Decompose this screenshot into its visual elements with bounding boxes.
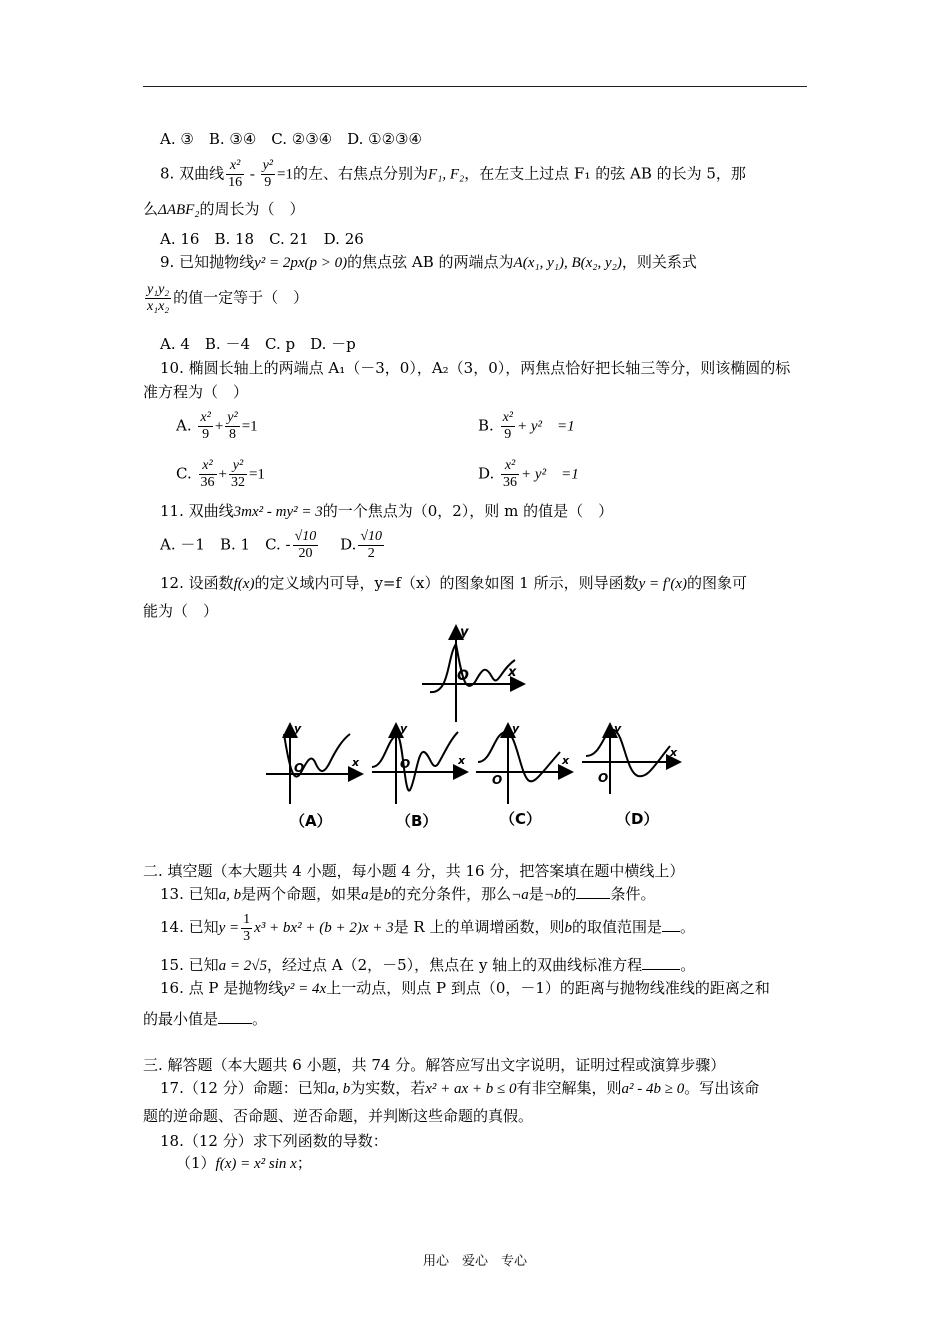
figure-label-c: （C） — [500, 810, 542, 828]
figure-label-d: （D） — [616, 810, 659, 828]
q11-line1: 11. 双曲线3mx² - my² = 3的一个焦点为（0，2），则 m 的值是（ ） — [160, 502, 614, 520]
q8-options: A. 16 B. 18 C. 21 D. 26 — [160, 230, 364, 248]
q10-line1: 10. 椭圆长轴上的两端点 A₁（－3，0），A₂（3，0），两焦点恰好把长轴三等分，则该椭圆的标 — [160, 359, 791, 377]
q18-part1: （1）f(x) = x² sin x； — [176, 1154, 312, 1172]
graph-b-axis-x: x — [458, 754, 466, 767]
figure-label-b: （B） — [396, 812, 438, 830]
q13: 13. 已知a, b是两个命题，如果a是b的充分条件，那么¬a是¬b的 条件。 — [160, 885, 656, 903]
main-axis-x: x — [508, 665, 517, 680]
header-rule — [143, 86, 807, 87]
q10-option-a: A. $\frac{\text{x²}}{9}$ + $\frac{\text{y²}}{8}$ =1 — [176, 410, 258, 442]
q17-line1: 17.（12 分）命题：已知a, b为实数，若x² + ax + b ≤ 0有非空解集，则a² - 4b ≥ 0。写出该命 — [160, 1079, 760, 1097]
figure-label-a: （A） — [290, 812, 332, 830]
q8-line2: 么ΔABF₂的周长为（ ） — [143, 200, 305, 218]
graph-c-origin: O — [492, 773, 503, 787]
q17-line2: 题的逆命题、否命题、逆否命题，并判断这些命题的真假。 — [143, 1107, 534, 1125]
q18-title: 18.（12 分）求下列函数的导数： — [160, 1132, 388, 1150]
graph-c-axis-x: x — [562, 754, 570, 767]
q8-frac2: $\frac{\text{y²}}{9}$ — [262, 158, 274, 190]
q14-blank[interactable] — [662, 917, 680, 932]
section3-title: 三. 解答题（本大题共 6 小题，共 74 分。解答应写出文字说明，证明过程或演算步骤） — [143, 1056, 726, 1074]
q16-line2: 的最小值是 。 — [143, 1010, 268, 1028]
q12-line1: 12. 设函数f(x)的定义域内可导，y=f（x）的图象如图 1 所示，则导函数y = f′(x)的图象可 — [160, 574, 747, 592]
q10-option-d: D. $\frac{\text{x²}}{36}$ + y² =1 — [478, 458, 579, 490]
q8-frac1: $\frac{\text{x²}}{16}$ — [228, 158, 243, 190]
q8-line1: 8. 双曲线 $\frac{\text{x²}}{16}$ - $\frac{\text{y²}}{9}$ =1的左、右焦点分别为F₁, F₂，在左支上过点 F₁ 的弦 AB 的长为 5，那 — [160, 158, 746, 190]
graph-a-axis-x: x — [352, 756, 360, 769]
q11-options: A. －1 B. 1 C. - $\frac{√10}{20}$ D. $\frac{√10}{2}$ — [160, 529, 383, 561]
main-axis-y: y — [460, 625, 469, 640]
q13-blank[interactable] — [576, 884, 610, 899]
q10-option-c: C. $\frac{\text{x²}}{36}$ + $\frac{\text{y²}}{32}$ =1 — [176, 458, 265, 490]
graph-d-origin: O — [598, 771, 609, 785]
main-graph — [422, 628, 522, 722]
q12-line2: 能为（ ） — [143, 602, 219, 620]
q16-blank[interactable] — [218, 1009, 252, 1024]
q12-figure — [260, 622, 690, 834]
q9-options: A. 4 B. －4 C. p D. －p — [160, 335, 356, 353]
q9-line2: $\frac{\text{y₁y₂}}{\text{x₁x₂}}$ 的值一定等于（ ） — [147, 282, 309, 314]
graph-b-origin: O — [400, 757, 411, 771]
graph-a-origin: O — [294, 761, 305, 775]
q14: 14. 已知y = $\frac{1}{3}$ x³ + bx² + (b + 2)x + 3是 R 上的单调增函数，则b的取值范围是 。 — [160, 911, 695, 944]
main-origin: O — [457, 668, 469, 684]
q9-frac: $\frac{\text{y₁y₂}}{\text{x₁x₂}}$ — [147, 282, 170, 314]
page-footer: 用心 爱心 专心 — [422, 1254, 527, 1269]
q9-line1: 9. 已知抛物线y² = 2px(p > 0)的焦点弦 AB 的两端点为A(x₁, y₁), B(x₂, y₂)，则关系式 — [160, 253, 697, 271]
q10-line2: 准方程为（ ） — [143, 383, 249, 401]
q10-option-b: B. $\frac{\text{x²}}{9}$ + y² =1 — [478, 410, 575, 442]
q16-line1: 16. 点 P 是抛物线y² = 4x上一动点，则点 P 到点（0，－1）的距离与抛物线准线的距离之和 — [160, 979, 770, 997]
graph-a — [266, 726, 360, 804]
q15-blank[interactable] — [642, 955, 680, 970]
section2-title: 二. 填空题（本大题共 4 小题，每小题 4 分，共 16 分，把答案填在题中横线上） — [143, 862, 685, 880]
graph-a-axis-y: y — [294, 722, 302, 735]
graph-b — [372, 726, 465, 804]
q15: 15. 已知a = 2√5，经过点 A（2，－5），焦点在 y 轴上的双曲线标准方程 。 — [160, 956, 696, 974]
graph-d-axis-y: y — [614, 722, 622, 735]
q7-options: A. ③ B. ③④ C. ②③④ D. ①②③④ — [160, 130, 422, 148]
graph-c-axis-y: y — [512, 722, 520, 735]
graph-c — [476, 726, 570, 804]
graph-d — [582, 726, 678, 794]
graph-d-axis-x: x — [670, 746, 678, 759]
graph-b-axis-y: y — [400, 722, 408, 735]
